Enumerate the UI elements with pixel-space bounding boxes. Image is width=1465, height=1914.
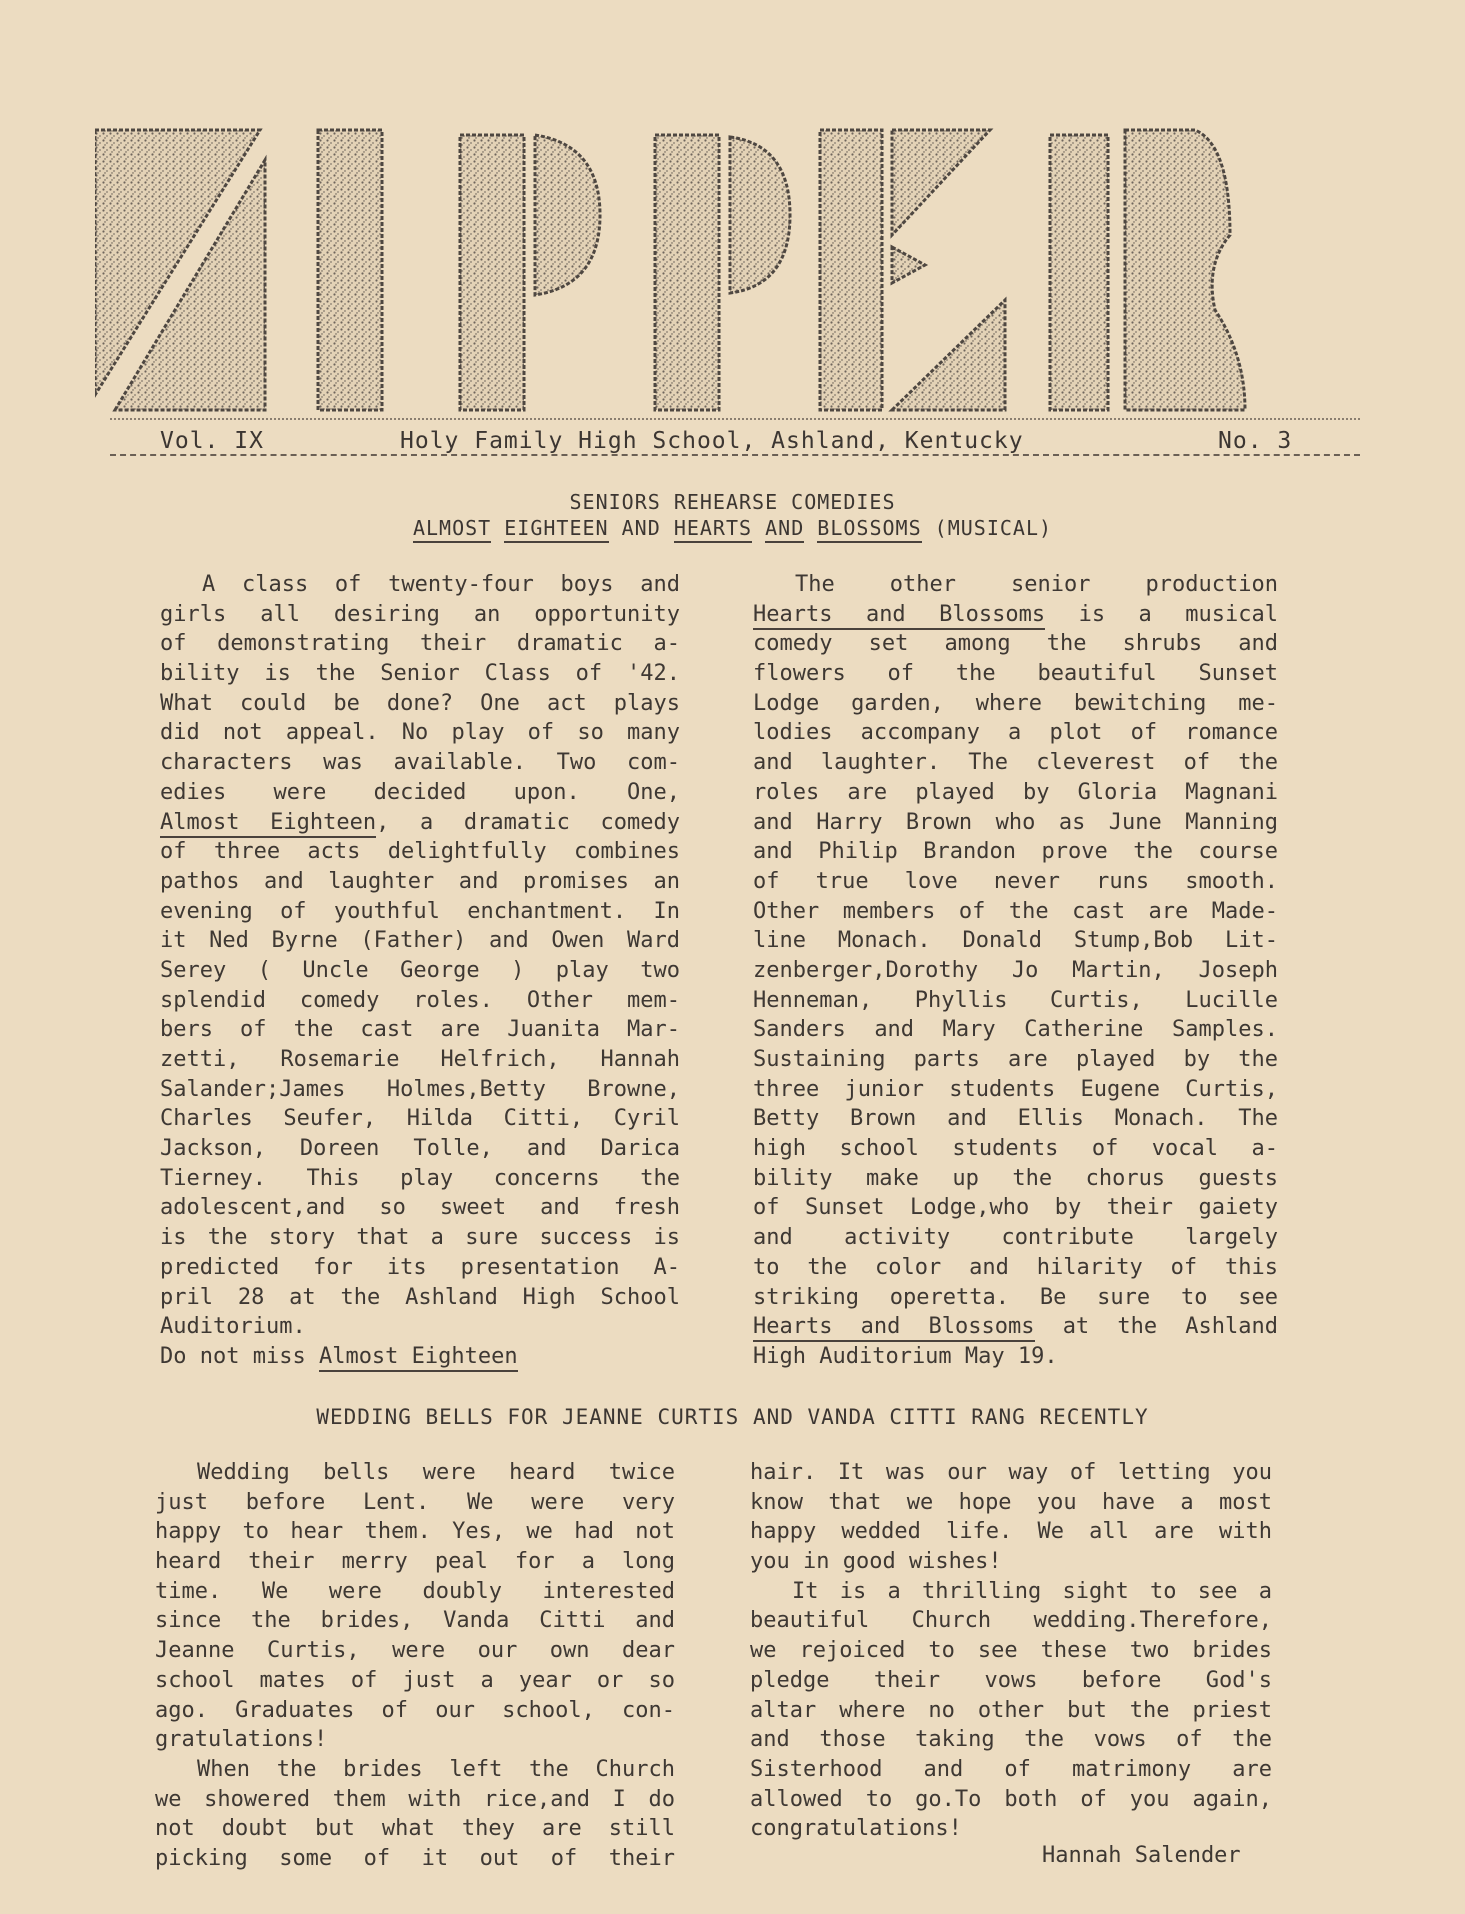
article1-right-column: [753, 570, 1278, 1372]
text-line: gratulations!: [155, 1727, 328, 1753]
text-line: roles are played by Gloria Magnani: [753, 779, 1278, 805]
school-name: Holy Family High School, Ashland, Kentucky: [400, 428, 1024, 454]
text-line: It is a thrilling sight to see a: [792, 1578, 1272, 1604]
article2-right-column: [750, 1458, 1272, 1844]
headline-word: ALMOST: [413, 516, 491, 543]
text-line: ago. Graduates of our school, con-: [155, 1697, 675, 1723]
text-line: bers of the cast are Juanita Mar-: [160, 1017, 680, 1043]
text-line: three junior students Eugene Curtis,: [753, 1076, 1278, 1102]
text-line: to the color and hilarity of this: [753, 1254, 1278, 1280]
text-line: and activity contribute largely: [753, 1225, 1278, 1251]
text-line: beautiful Church wedding.Therefore,: [750, 1608, 1272, 1634]
text-line: lodies accompany a plot of romance: [753, 720, 1278, 746]
text-line: pathos and laughter and promises an: [160, 868, 680, 894]
text-line: pledge their vows before God's: [750, 1667, 1272, 1693]
text-line: allowed to go.To both of you again,: [750, 1786, 1272, 1812]
text-line: flowers of the beautiful Sunset: [753, 661, 1278, 687]
text-line: Auditorium.: [160, 1314, 306, 1340]
text-line: Tierney. This play concerns the: [160, 1165, 680, 1191]
text-line: did not appeal. No play of so many: [160, 720, 680, 746]
text-line: Serey ( Uncle George ) play two: [160, 957, 680, 983]
text-line: High Auditorium May 19.: [753, 1343, 1058, 1369]
text-line: Henneman, Phyllis Curtis, Lucille: [753, 987, 1278, 1013]
text-line: Sisterhood and of matrimony are: [750, 1756, 1272, 1782]
text-line: you in good wishes!: [750, 1549, 1002, 1575]
text-line: we showered them with rice,and I do: [155, 1786, 675, 1812]
masthead-logo: [95, 125, 1355, 415]
text-line: school mates of just a year or so: [155, 1667, 675, 1693]
headline-word: AND: [621, 516, 661, 540]
text-line: adolescent,and so sweet and fresh: [160, 1195, 680, 1221]
text-line: of three acts delightfully combines: [160, 839, 680, 865]
issue-number: No. 3: [1218, 428, 1293, 454]
text-line: congratulations!: [750, 1816, 962, 1842]
text-line: it Ned Byrne (Father) and Owen Ward: [160, 928, 680, 954]
text-line: predicted for its presentation A-: [160, 1254, 680, 1280]
text-line: not doubt but what they are still: [155, 1816, 675, 1842]
text-line: Almost Eighteen, a dramatic comedy: [160, 808, 680, 838]
article1-subheadline: [160, 516, 1305, 540]
text-line: Sustaining parts are played by the: [753, 1047, 1278, 1072]
text-line: we rejoiced to see these two brides: [750, 1638, 1272, 1664]
text-line: altar where no other but the priest: [750, 1697, 1272, 1723]
text-line: evening of youthful enchantment. In: [160, 898, 680, 924]
text-line: hair. It was our way of letting you: [750, 1460, 1272, 1485]
text-line: Hearts and Blossoms at the Ashland: [753, 1312, 1278, 1342]
text-line: and Philip Brandon prove the course: [753, 839, 1278, 865]
article1-left-column: [160, 570, 680, 1372]
text-line: time. We were doubly interested: [155, 1578, 675, 1604]
text-line: What could be done? One act plays: [160, 690, 680, 716]
text-line: of Sunset Lodge,who by their gaiety: [753, 1195, 1278, 1221]
text-line: line Monach. Donald Stump,Bob Lit-: [753, 928, 1278, 954]
text-line: girls all desiring an opportunity: [160, 601, 680, 627]
author-signature: Hannah Salender: [1042, 1843, 1241, 1868]
text-line: Jeanne Curtis, were our own dear: [155, 1638, 675, 1664]
issue-line: [108, 428, 1363, 454]
text-line: Charles Seufer, Hilda Citti, Cyril: [160, 1106, 680, 1132]
text-line: Wedding bells were heard twice: [197, 1460, 675, 1485]
text-line: and Harry Brown who as June Manning: [753, 809, 1278, 835]
text-line: edies were decided upon. One,: [160, 779, 680, 805]
text-line: splendid comedy roles. Other mem-: [160, 987, 680, 1013]
text-line: comedy set among the shrubs and: [753, 631, 1278, 657]
text-line: know that we hope you have a most: [750, 1489, 1272, 1515]
text-line: A class of twenty-four boys and: [202, 572, 680, 597]
headline-word: EIGHTEEN: [504, 516, 608, 543]
masthead-rule: [110, 454, 1360, 456]
text-line: and laughter. The cleverest of the: [753, 750, 1278, 776]
text-line: Do not miss Almost Eighteen: [160, 1342, 680, 1372]
text-line: of demonstrating their dramatic a-: [160, 631, 680, 657]
text-line: Lodge garden, where bewitching me-: [753, 690, 1278, 716]
text-line: of true love never runs smooth.: [753, 868, 1278, 894]
text-line: zetti, Rosemarie Helfrich, Hannah: [160, 1047, 680, 1072]
text-line: characters was available. Two com-: [160, 750, 680, 776]
headline-word: HEARTS: [674, 516, 752, 543]
text-line: happy to hear them. Yes, we had not: [155, 1519, 675, 1545]
text-line: zenberger,Dorothy Jo Martin, Joseph: [753, 957, 1278, 983]
headline-word: AND: [765, 516, 804, 543]
text-line: Hearts and Blossoms is a musical: [753, 600, 1278, 630]
text-line: and those taking the vows of the: [750, 1727, 1272, 1753]
text-line: striking operetta. Be sure to see: [753, 1284, 1278, 1310]
text-line: Betty Brown and Ellis Monach. The: [753, 1106, 1278, 1132]
text-line: bility make up the chorus guests: [753, 1165, 1278, 1191]
text-line: Other members of the cast are Made-: [753, 898, 1278, 924]
text-line: just before Lent. We were very: [155, 1489, 675, 1515]
text-line: picking some of it out of their: [155, 1845, 675, 1871]
text-line: happy wedded life. We all are with: [750, 1519, 1272, 1545]
article2-headline: WEDDING BELLS FOR JEANNE CURTIS AND VANDA CITTI RANG RECENTLY: [316, 1405, 1149, 1429]
text-line: heard their merry peal for a long: [155, 1549, 675, 1575]
article1-headline: SENIORS REHEARSE COMEDIES: [569, 490, 896, 514]
text-line: since the brides, Vanda Citti and: [155, 1608, 675, 1634]
text-line: pril 28 at the Ashland High School: [160, 1284, 680, 1310]
headline-word: BLOSSOMS: [817, 516, 921, 543]
article2-left-column: [155, 1458, 675, 1874]
text-line: Sanders and Mary Catherine Samples.: [753, 1017, 1278, 1043]
text-line: Salander;James Holmes,Betty Browne,: [160, 1076, 680, 1102]
text-line: bility is the Senior Class of '42.: [160, 661, 680, 687]
text-line: When the brides left the Church: [197, 1756, 675, 1782]
volume-label: Vol. IX: [160, 428, 264, 454]
masthead-rule-top: [110, 418, 1360, 420]
text-line: Jackson, Doreen Tolle, and Darica: [160, 1136, 680, 1162]
text-line: is the story that a sure success is: [160, 1225, 680, 1251]
text-line: high school students of vocal a-: [753, 1136, 1278, 1162]
text-line: The other senior production: [795, 572, 1278, 597]
headline-word: (MUSICAL): [934, 516, 1053, 540]
